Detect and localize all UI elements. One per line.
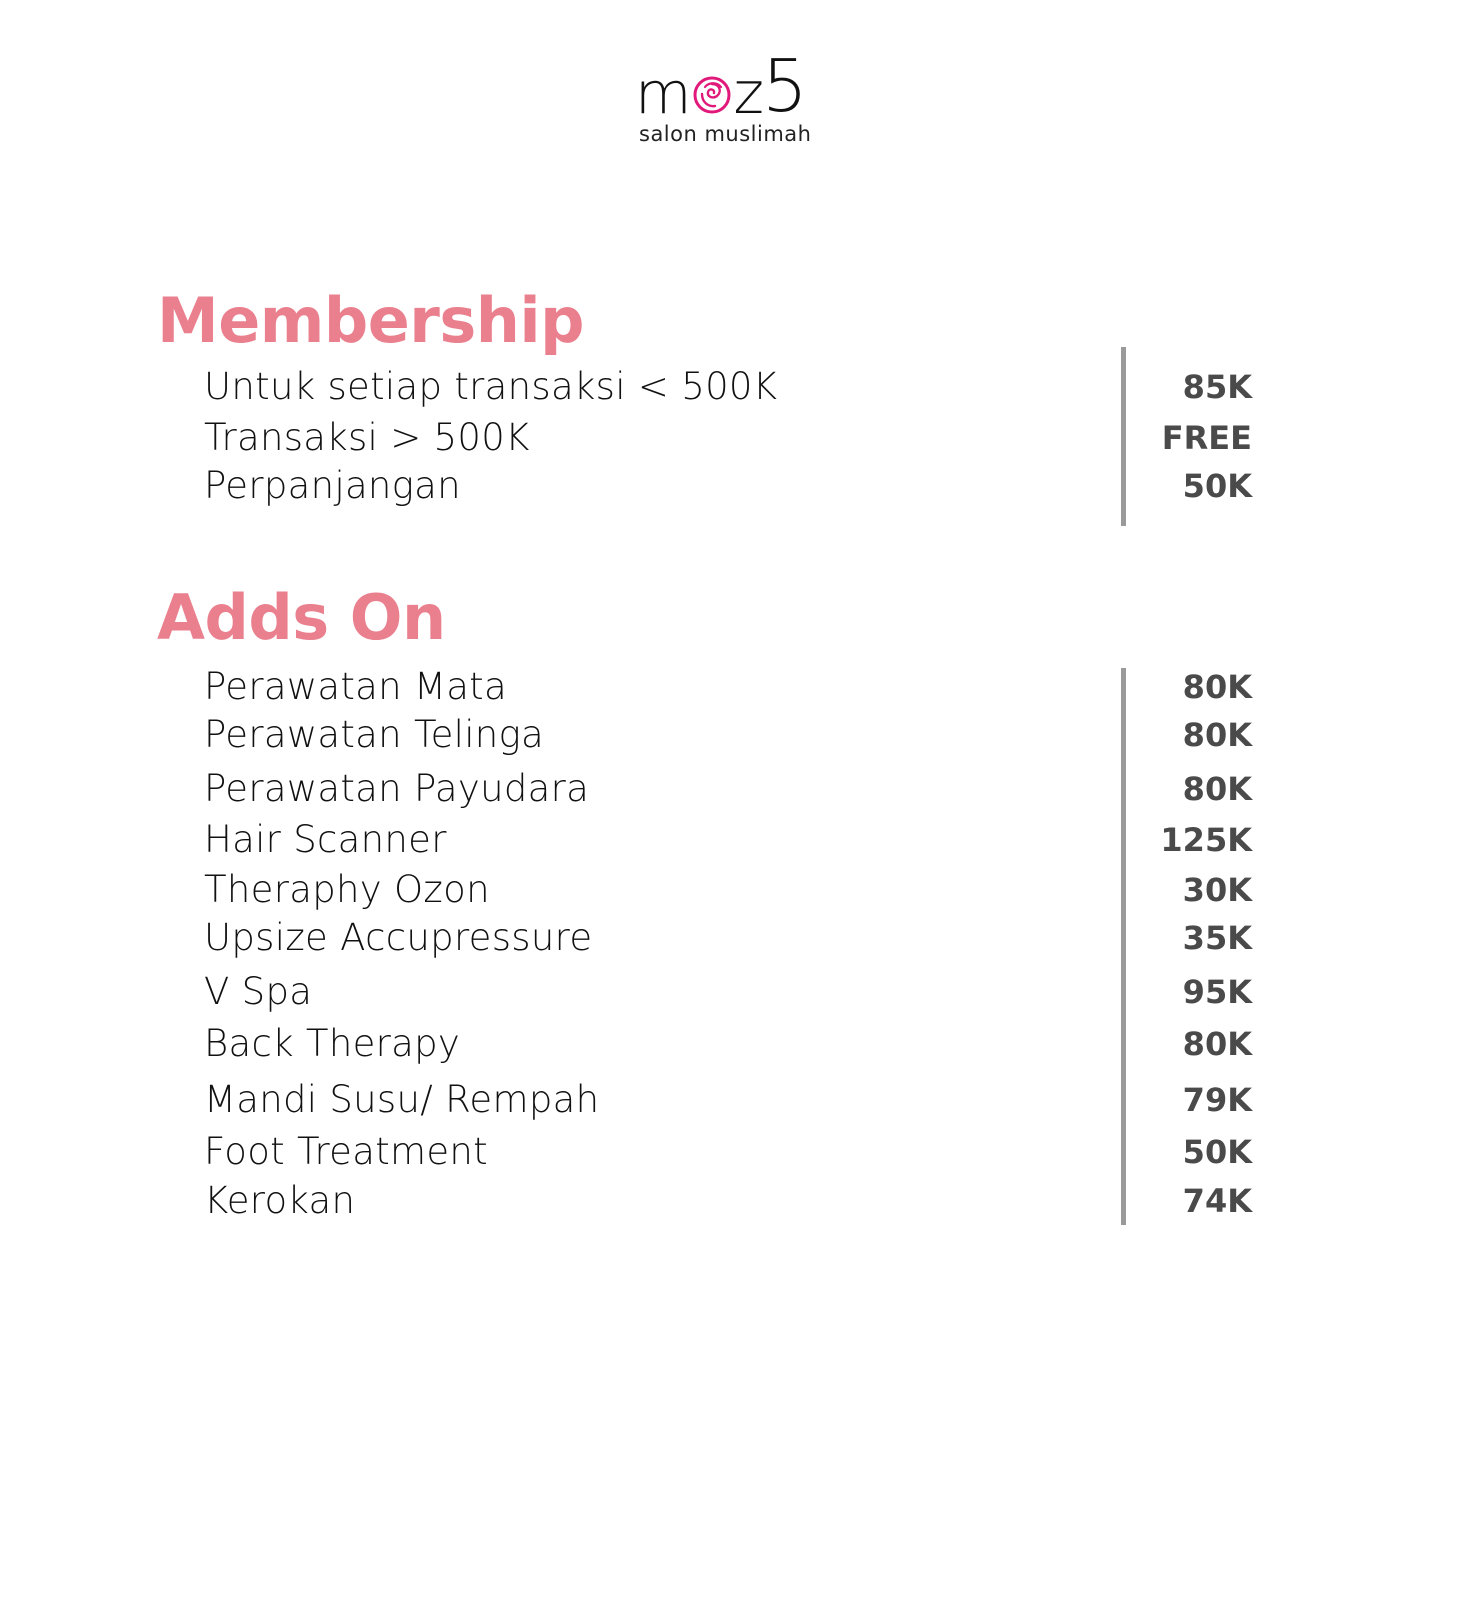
addons-row [0,710,1470,760]
addons-item-price: 80K [1182,668,1252,706]
membership-row [0,362,1470,412]
rose-icon [691,74,733,116]
membership-row [0,413,1470,463]
addons-row [0,815,1470,865]
addons-item-label: Back Therapy [204,1022,461,1065]
membership-item-price: 50K [1182,467,1252,505]
addons-item-price: 79K [1182,1081,1252,1119]
addons-row [0,913,1470,963]
addons-item-label: Upsize Accupressure [204,916,593,959]
membership-item-label: Untuk setiap transaksi < 500K [204,365,778,408]
addons-item-label: Perawatan Mata [204,665,507,708]
addons-title: Adds On [157,581,446,654]
addons-row [0,764,1470,814]
brand-wordmark-5: 5 [761,44,806,128]
addons-item-label: Mandi Susu/ Rempah [204,1078,600,1121]
addons-item-price: 80K [1182,770,1252,808]
addons-item-price: 50K [1182,1133,1252,1171]
brand-wordmark-z: z [733,59,762,127]
brand-wordmark [635,44,806,128]
addons-item-label: Hair Scanner [204,818,447,861]
addons-row [0,1019,1470,1069]
membership-item-label: Transaksi > 500K [204,416,530,459]
membership-item-price: 85K [1182,368,1252,406]
membership-row [0,461,1470,511]
addons-item-label: Theraphy Ozon [204,868,490,911]
addons-item-label: Perawatan Payudara [204,767,590,810]
addons-item-price: 95K [1182,973,1252,1011]
addons-item-price: 30K [1182,871,1252,909]
addons-item-label: Perawatan Telinga [204,713,545,756]
addons-item-price: 80K [1182,1025,1252,1063]
addons-row [0,1176,1470,1226]
addons-item-label: V Spa [204,970,313,1013]
membership-item-price: FREE [1161,419,1252,457]
membership-title: Membership [157,284,585,357]
brand-logo [635,44,835,154]
addons-item-label: Foot Treatment [204,1130,488,1173]
addons-item-label: Kerokan [204,1179,356,1222]
addons-item-price: 80K [1182,716,1252,754]
membership-item-label: Perpanjangan [204,464,461,507]
brand-wordmark-m: m [635,59,690,127]
addons-row [0,967,1470,1017]
addons-row [0,1127,1470,1177]
addons-row [0,662,1470,712]
addons-row [0,1075,1470,1125]
addons-item-price: 125K [1160,821,1252,859]
addons-item-price: 74K [1182,1182,1252,1220]
addons-row [0,865,1470,915]
brand-tagline: salon muslimah [639,122,812,146]
addons-item-price: 35K [1182,919,1252,957]
